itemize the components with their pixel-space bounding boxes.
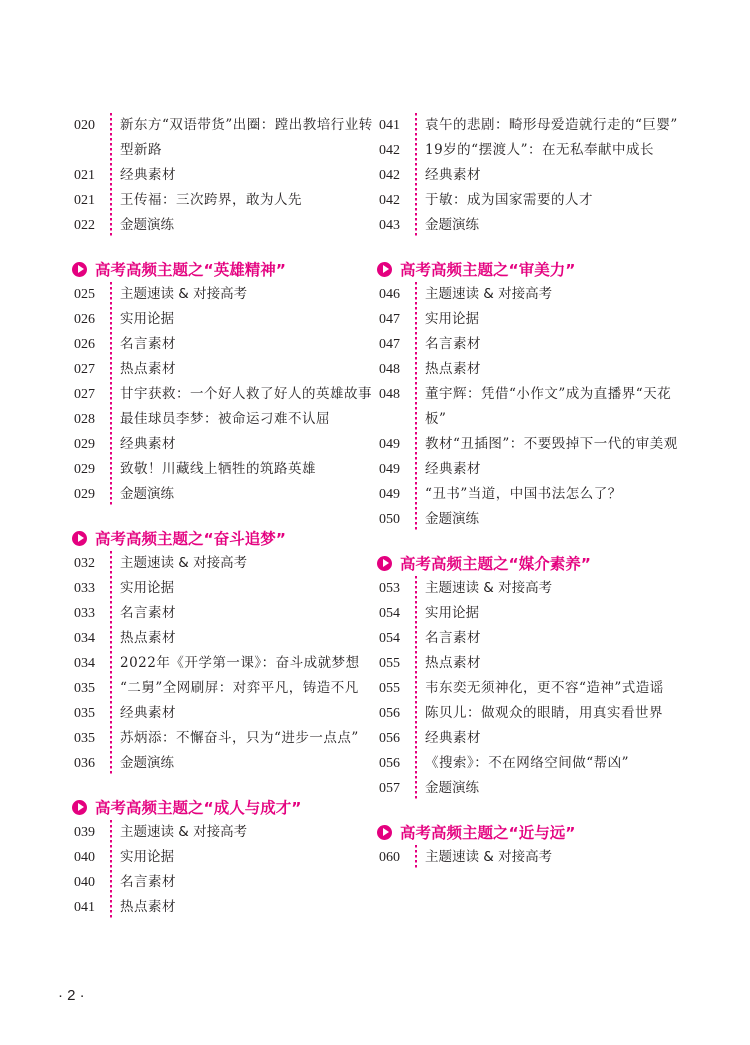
toc-entry[interactable]	[74, 820, 374, 845]
entry-page-number: 040	[74, 850, 95, 865]
play-circle-icon	[377, 556, 392, 571]
toc-section	[74, 525, 374, 776]
entry-page-number: 029	[74, 437, 95, 452]
entry-page-number: 054	[379, 606, 400, 621]
toc-entry[interactable]	[74, 751, 374, 776]
entry-title: 经典素材	[425, 167, 481, 183]
entry-page-number: 042	[379, 193, 400, 208]
entry-title: “丑书”当道，中国书法怎么了？	[425, 486, 622, 502]
section-heading-text: 高考高频主题之“媒介素养”	[400, 555, 591, 573]
dotted-divider	[415, 307, 417, 332]
entry-page-number: 040	[74, 875, 95, 890]
entry-page-number: 048	[379, 362, 400, 377]
entry-page-number: 033	[74, 581, 95, 596]
dotted-divider	[110, 576, 112, 601]
dotted-divider	[110, 163, 112, 188]
dotted-divider	[110, 282, 112, 307]
dotted-divider	[415, 357, 417, 382]
dotted-divider	[110, 213, 112, 238]
entry-page-number: 022	[74, 218, 95, 233]
dotted-divider	[110, 870, 112, 895]
toc-entry[interactable]	[379, 701, 679, 726]
entry-title: 金题演练	[120, 486, 174, 502]
entry-title: 19岁的“摆渡人”：在无私奉献中成长	[425, 142, 654, 158]
entry-title: 经典素材	[425, 461, 481, 477]
dotted-divider	[110, 551, 112, 576]
dotted-divider	[110, 307, 112, 332]
page-number: · 2 ·	[58, 987, 85, 1004]
dotted-divider	[415, 751, 417, 776]
toc-entry[interactable]	[379, 213, 679, 238]
entry-page-number: 034	[74, 656, 95, 671]
dotted-divider	[110, 113, 112, 163]
toc-entry[interactable]	[74, 726, 374, 751]
section-heading-text: 高考高频主题之“审美力”	[400, 261, 576, 279]
toc-entry[interactable]	[74, 163, 374, 188]
toc-left-column	[74, 113, 374, 920]
toc-section	[74, 113, 374, 238]
entry-title: 名言素材	[120, 874, 176, 890]
entry-page-number: 027	[74, 362, 95, 377]
section-heading-text: 高考高频主题之“近与远”	[400, 824, 576, 842]
entry-title: 名言素材	[120, 336, 176, 352]
toc-entry[interactable]	[379, 845, 679, 870]
entry-page-number: 020	[74, 118, 95, 133]
toc-section	[379, 256, 679, 532]
entry-title: 主题速读 & 对接高考	[425, 286, 553, 302]
toc-entry[interactable]	[379, 751, 679, 776]
entry-title: 经典素材	[120, 436, 176, 452]
dotted-divider	[415, 332, 417, 357]
section-heading[interactable]	[72, 256, 374, 282]
entry-title: 主题速读 & 对接高考	[120, 824, 248, 840]
toc-entry[interactable]	[379, 113, 679, 138]
entry-title: 热点素材	[120, 899, 176, 915]
entry-page-number: 035	[74, 706, 95, 721]
dotted-divider	[415, 626, 417, 651]
toc-entry[interactable]	[74, 332, 374, 357]
entry-page-number: 056	[379, 731, 400, 746]
toc-section	[379, 550, 679, 801]
entry-title: 于敏：成为国家需要的人才	[425, 192, 593, 208]
dotted-divider	[110, 457, 112, 482]
entry-title: 主题速读 & 对接高考	[120, 555, 248, 571]
dotted-divider	[110, 332, 112, 357]
entry-title: 实用论据	[120, 311, 174, 327]
entry-page-number: 042	[379, 168, 400, 183]
toc-entry[interactable]	[74, 601, 374, 626]
entry-title: 韦东奕无须神化，更不容“造神”式造谣	[425, 680, 664, 696]
toc-entry[interactable]	[74, 895, 374, 920]
entry-title: 热点素材	[425, 655, 481, 671]
entry-page-number: 057	[379, 781, 400, 796]
entry-title: 苏炳添：不懈奋斗，只为“进步一点点”	[120, 730, 359, 746]
entry-page-number: 034	[74, 631, 95, 646]
play-circle-icon	[72, 800, 87, 815]
entry-title: 金题演练	[425, 511, 479, 527]
entry-title: 《搜索》：不在网络空间做“帮凶”	[425, 755, 630, 771]
dotted-divider	[415, 845, 417, 870]
entry-page-number: 047	[379, 337, 400, 352]
entry-page-number: 049	[379, 462, 400, 477]
play-circle-icon	[72, 531, 87, 546]
toc-section	[379, 819, 679, 870]
entry-page-number: 026	[74, 337, 95, 352]
dotted-divider	[415, 113, 417, 138]
entry-page-number: 056	[379, 706, 400, 721]
toc-entry[interactable]	[379, 357, 679, 382]
dotted-divider	[415, 651, 417, 676]
section-heading[interactable]	[72, 525, 374, 551]
toc-entry[interactable]	[379, 307, 679, 332]
dotted-divider	[110, 382, 112, 407]
toc-entry[interactable]	[74, 113, 374, 163]
entry-title: 实用论据	[425, 311, 479, 327]
entry-page-number: 035	[74, 681, 95, 696]
entry-title: 热点素材	[120, 630, 176, 646]
entry-title: 经典素材	[120, 167, 176, 183]
dotted-divider	[415, 382, 417, 432]
entry-title: 名言素材	[425, 630, 481, 646]
entry-title: 甘宇获救：一个好人救了好人的英雄故事	[120, 386, 372, 402]
toc-entry[interactable]	[74, 576, 374, 601]
dotted-divider	[415, 726, 417, 751]
toc-entry[interactable]	[74, 551, 374, 576]
entry-title: 袁午的悲剧：畸形母爱造就行走的“巨婴”	[425, 117, 678, 133]
toc-entry[interactable]	[74, 382, 374, 407]
entry-page-number: 053	[379, 581, 400, 596]
entry-page-number: 048	[379, 387, 400, 402]
entry-title: 金题演练	[425, 217, 479, 233]
toc-entry[interactable]	[379, 482, 679, 507]
toc-entry[interactable]	[379, 626, 679, 651]
entry-page-number: 029	[74, 487, 95, 502]
entry-title: 陈贝儿：做观众的眼睛，用真实看世界	[425, 705, 663, 721]
entry-page-number: 055	[379, 656, 400, 671]
entry-page-number: 035	[74, 731, 95, 746]
toc-section	[74, 256, 374, 507]
dotted-divider	[415, 701, 417, 726]
entry-title: 董宇辉：凭借“小作文”成为直播界“天花板”	[425, 386, 672, 427]
entry-page-number: 041	[379, 118, 400, 133]
toc-entry[interactable]	[379, 282, 679, 307]
section-heading[interactable]	[377, 819, 679, 845]
toc-entry[interactable]	[379, 432, 679, 457]
dotted-divider	[110, 482, 112, 507]
toc-entry[interactable]	[74, 407, 374, 432]
dotted-divider	[415, 601, 417, 626]
entry-page-number: 043	[379, 218, 400, 233]
entry-page-number: 021	[74, 193, 95, 208]
entry-page-number: 041	[74, 900, 95, 915]
toc-entry[interactable]	[379, 576, 679, 601]
entry-title: “二舅”全网刷屏：对弈平凡，铸造不凡	[120, 680, 359, 696]
entry-title: 实用论据	[425, 605, 479, 621]
section-heading-text: 高考高频主题之“奋斗追梦”	[95, 530, 286, 548]
play-circle-icon	[72, 262, 87, 277]
dotted-divider	[110, 601, 112, 626]
entry-title: 2022年《开学第一课》：奋斗成就梦想	[120, 655, 360, 671]
toc-entry[interactable]	[379, 601, 679, 626]
entry-title: 名言素材	[425, 336, 481, 352]
entry-title: 金题演练	[120, 755, 174, 771]
dotted-divider	[110, 357, 112, 382]
dotted-divider	[415, 188, 417, 213]
dotted-divider	[110, 432, 112, 457]
entry-title: 实用论据	[120, 580, 174, 596]
section-heading[interactable]	[72, 794, 374, 820]
entry-page-number: 054	[379, 631, 400, 646]
dotted-divider	[110, 845, 112, 870]
entry-page-number: 033	[74, 606, 95, 621]
dotted-divider	[110, 407, 112, 432]
dotted-divider	[110, 751, 112, 776]
dotted-divider	[110, 626, 112, 651]
toc-entry[interactable]	[74, 845, 374, 870]
entry-page-number: 026	[74, 312, 95, 327]
toc-entry[interactable]	[379, 726, 679, 751]
toc-entry[interactable]	[74, 676, 374, 701]
dotted-divider	[415, 163, 417, 188]
toc-entry[interactable]	[74, 307, 374, 332]
entry-title: 金题演练	[120, 217, 174, 233]
entry-page-number: 028	[74, 412, 95, 427]
entry-page-number: 042	[379, 143, 400, 158]
toc-entry[interactable]	[74, 188, 374, 213]
toc-entry[interactable]	[74, 457, 374, 482]
entry-title: 热点素材	[120, 361, 176, 377]
entry-title: 经典素材	[120, 705, 176, 721]
toc-entry[interactable]	[379, 138, 679, 163]
dotted-divider	[110, 895, 112, 920]
entry-page-number: 049	[379, 437, 400, 452]
entry-page-number: 021	[74, 168, 95, 183]
section-heading-text: 高考高频主题之“英雄精神”	[95, 261, 286, 279]
entry-page-number: 027	[74, 387, 95, 402]
entry-title: 最佳球员李梦：被命运刁难不认屈	[120, 411, 330, 427]
entry-title: 致敬！川藏线上牺牲的筑路英雄	[120, 461, 316, 477]
entry-title: 名言素材	[120, 605, 176, 621]
entry-title: 新东方“双语带货”出圈：蹚出教培行业转型新路	[120, 117, 373, 158]
entry-page-number: 049	[379, 487, 400, 502]
toc-entry[interactable]	[379, 382, 679, 432]
entry-title: 主题速读 & 对接高考	[425, 849, 553, 865]
toc-entry[interactable]	[74, 651, 374, 676]
toc-entry[interactable]	[74, 701, 374, 726]
dotted-divider	[415, 138, 417, 163]
dotted-divider	[415, 282, 417, 307]
toc-entry[interactable]	[379, 163, 679, 188]
entry-title: 实用论据	[120, 849, 174, 865]
entry-page-number: 025	[74, 287, 95, 302]
toc-entry[interactable]	[74, 213, 374, 238]
toc-entry[interactable]	[74, 282, 374, 307]
dotted-divider	[415, 432, 417, 457]
section-heading[interactable]	[377, 550, 679, 576]
entry-page-number: 029	[74, 462, 95, 477]
entry-page-number: 039	[74, 825, 95, 840]
entry-title: 主题速读 & 对接高考	[425, 580, 553, 596]
entry-title: 金题演练	[425, 780, 479, 796]
dotted-divider	[415, 776, 417, 801]
entry-page-number: 056	[379, 756, 400, 771]
dotted-divider	[415, 676, 417, 701]
toc-entry[interactable]	[379, 651, 679, 676]
play-circle-icon	[377, 825, 392, 840]
entry-page-number: 046	[379, 287, 400, 302]
entry-title: 王传福：三次跨界，敢为人先	[120, 192, 302, 208]
entry-page-number: 047	[379, 312, 400, 327]
toc-right-column	[379, 113, 679, 870]
dotted-divider	[110, 726, 112, 751]
toc-entry[interactable]	[74, 357, 374, 382]
toc-entry[interactable]	[379, 457, 679, 482]
entry-title: 热点素材	[425, 361, 481, 377]
dotted-divider	[110, 820, 112, 845]
toc-section	[74, 794, 374, 920]
dotted-divider	[110, 676, 112, 701]
section-heading[interactable]	[377, 256, 679, 282]
entry-page-number: 055	[379, 681, 400, 696]
dotted-divider	[415, 576, 417, 601]
play-circle-icon	[377, 262, 392, 277]
dotted-divider	[110, 188, 112, 213]
entry-title: 教材“丑插图”：不要毁掉下一代的审美观	[425, 436, 678, 452]
entry-page-number: 032	[74, 556, 95, 571]
dotted-divider	[415, 482, 417, 507]
toc-entry[interactable]	[379, 676, 679, 701]
entry-page-number: 050	[379, 512, 400, 527]
entry-page-number: 060	[379, 850, 400, 865]
section-heading-text: 高考高频主题之“成人与成才”	[95, 799, 302, 817]
entry-title: 主题速读 & 对接高考	[120, 286, 248, 302]
toc-section	[379, 113, 679, 238]
entry-title: 经典素材	[425, 730, 481, 746]
dotted-divider	[415, 507, 417, 532]
dotted-divider	[415, 213, 417, 238]
toc-entry[interactable]	[379, 507, 679, 532]
toc-entry[interactable]	[74, 482, 374, 507]
toc-entry[interactable]	[379, 332, 679, 357]
entry-page-number: 036	[74, 756, 95, 771]
dotted-divider	[110, 651, 112, 676]
toc-entry[interactable]	[74, 870, 374, 895]
toc-entry[interactable]	[379, 776, 679, 801]
dotted-divider	[110, 701, 112, 726]
dotted-divider	[415, 457, 417, 482]
toc-entry[interactable]	[74, 626, 374, 651]
toc-entry[interactable]	[379, 188, 679, 213]
toc-entry[interactable]	[74, 432, 374, 457]
